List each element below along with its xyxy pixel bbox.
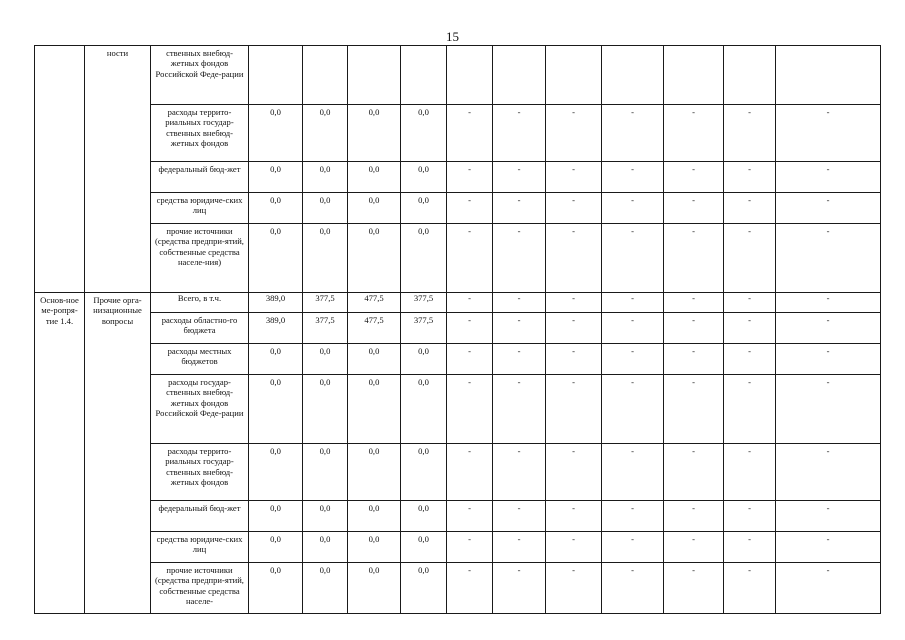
table-row [35,162,881,193]
measure-title-cell [35,46,85,293]
value-cell: - [724,193,776,224]
value-cell: - [724,105,776,162]
value-cell: - [724,444,776,501]
funding-source-cell: федеральный бюд-жет [151,501,249,532]
value-cell: - [493,563,546,614]
funding-source-cell: расходы террито-риальных государ-ственных внебюд-жетных фондов [151,105,249,162]
value-cell: - [447,501,493,532]
value-cell: - [776,313,881,344]
value-cell: - [493,444,546,501]
value-cell: - [664,501,724,532]
value-cell: - [602,313,664,344]
value-cell: 0,0 [303,105,348,162]
value-cell: - [602,501,664,532]
table-row [35,313,881,344]
value-cell: - [776,501,881,532]
value-cell: - [776,344,881,375]
table-row [35,444,881,501]
value-cell: - [664,105,724,162]
value-cell [724,46,776,105]
value-cell: - [493,293,546,313]
value-cell: - [602,532,664,563]
value-cell [249,46,303,105]
value-cell: - [602,193,664,224]
value-cell: 389,0 [249,293,303,313]
value-cell: - [447,162,493,193]
table-row [35,501,881,532]
value-cell: - [724,501,776,532]
value-cell: 0,0 [249,375,303,444]
funding-source-cell: ственных внебюд-жетных фондов Российской Феде-рации [151,46,249,105]
value-cell: 0,0 [401,224,447,293]
value-cell: 0,0 [348,224,401,293]
value-cell: - [602,344,664,375]
value-cell [602,46,664,105]
value-cell: 0,0 [303,444,348,501]
value-cell: - [664,344,724,375]
value-cell: - [493,375,546,444]
value-cell: - [447,375,493,444]
value-cell: - [664,444,724,501]
value-cell: - [447,344,493,375]
value-cell: 377,5 [303,293,348,313]
value-cell [447,46,493,105]
value-cell [493,46,546,105]
value-cell: - [776,224,881,293]
measure-title-cell: Основ-ное ме-ропря-тие 1.4. [35,293,85,614]
value-cell: 477,5 [348,313,401,344]
value-cell [546,46,602,105]
value-cell: - [724,344,776,375]
value-cell: - [724,224,776,293]
value-cell: - [546,344,602,375]
value-cell: - [546,293,602,313]
value-cell: 0,0 [249,563,303,614]
value-cell: 0,0 [348,563,401,614]
funding-source-cell: расходы областно-го бюджета [151,313,249,344]
value-cell: 0,0 [401,193,447,224]
value-cell: - [493,313,546,344]
value-cell [664,46,724,105]
value-cell: - [546,532,602,563]
value-cell: - [546,193,602,224]
value-cell: 0,0 [249,444,303,501]
value-cell: 0,0 [249,105,303,162]
value-cell: 0,0 [303,162,348,193]
value-cell: - [664,224,724,293]
value-cell: 0,0 [348,193,401,224]
value-cell: 0,0 [401,501,447,532]
value-cell [776,46,881,105]
table-row [35,532,881,563]
value-cell: - [493,162,546,193]
value-cell: 0,0 [303,193,348,224]
funding-source-cell: федеральный бюд-жет [151,162,249,193]
value-cell: - [664,375,724,444]
value-cell: - [602,162,664,193]
value-cell: 0,0 [249,344,303,375]
table-row [35,293,881,313]
value-cell: 0,0 [401,563,447,614]
value-cell: - [447,532,493,563]
value-cell: 0,0 [303,224,348,293]
table-row [35,344,881,375]
value-cell: - [776,444,881,501]
value-cell: 0,0 [249,224,303,293]
value-cell: 0,0 [303,501,348,532]
value-cell: 0,0 [348,162,401,193]
value-cell: - [664,313,724,344]
value-cell: - [493,193,546,224]
page-number: 15 [446,29,459,44]
value-cell: 0,0 [303,344,348,375]
value-cell: 377,5 [401,313,447,344]
value-cell: 0,0 [303,375,348,444]
value-cell: 0,0 [401,344,447,375]
value-cell: - [493,224,546,293]
value-cell: - [602,224,664,293]
value-cell: - [602,293,664,313]
value-cell: - [664,563,724,614]
value-cell: - [546,105,602,162]
value-cell: 0,0 [401,162,447,193]
value-cell: - [546,375,602,444]
value-cell: - [724,375,776,444]
value-cell: - [776,162,881,193]
value-cell: - [776,105,881,162]
value-cell: 0,0 [303,532,348,563]
value-cell: 0,0 [249,532,303,563]
value-cell: - [602,563,664,614]
value-cell: - [724,162,776,193]
value-cell: - [664,293,724,313]
funding-source-cell: расходы террито-риальных государ-ственных внебюд-жетных фондов [151,444,249,501]
funding-source-cell: прочие источники (средства предпри-ятий, собственные средства населе- [151,563,249,614]
value-cell: - [602,444,664,501]
funding-table [34,45,881,614]
value-cell: - [493,532,546,563]
value-cell: - [602,375,664,444]
value-cell: - [776,375,881,444]
funding-source-cell: средства юридиче-ских лиц [151,193,249,224]
value-cell: 0,0 [348,375,401,444]
value-cell: - [546,444,602,501]
funding-source-cell: Всего, в т.ч. [151,293,249,313]
value-cell: 0,0 [401,444,447,501]
value-cell: - [493,105,546,162]
value-cell: 0,0 [303,563,348,614]
value-cell: - [447,193,493,224]
value-cell: 0,0 [249,162,303,193]
funding-source-cell: средства юридиче-ских лиц [151,532,249,563]
value-cell: - [447,105,493,162]
measure-name-cell: ности [85,46,151,293]
value-cell: 389,0 [249,313,303,344]
value-cell: 0,0 [401,532,447,563]
value-cell: - [447,224,493,293]
table-row [35,563,881,614]
value-cell: - [447,563,493,614]
value-cell: - [724,532,776,563]
value-cell: 0,0 [348,105,401,162]
value-cell: - [546,224,602,293]
value-cell: - [546,162,602,193]
value-cell: - [447,313,493,344]
value-cell: - [447,444,493,501]
value-cell: - [493,501,546,532]
value-cell: 377,5 [303,313,348,344]
value-cell: - [546,501,602,532]
value-cell: - [493,344,546,375]
table-body [35,46,881,614]
value-cell [303,46,348,105]
value-cell: 0,0 [348,444,401,501]
value-cell: 377,5 [401,293,447,313]
funding-source-cell: расходы местных бюджетов [151,344,249,375]
value-cell: - [724,293,776,313]
value-cell: - [776,193,881,224]
value-cell: - [602,105,664,162]
value-cell: - [546,563,602,614]
funding-source-cell: прочие источники (средства предпри-ятий, собственные средства населе-ния) [151,224,249,293]
value-cell: 0,0 [348,344,401,375]
value-cell: 0,0 [401,105,447,162]
measure-name-cell: Прочие орга-низационные вопросы [85,293,151,614]
value-cell [401,46,447,105]
funding-source-cell: расходы государ-ственных внебюд-жетных фондов Российской Феде-рации [151,375,249,444]
table-row [35,224,881,293]
value-cell: 0,0 [249,501,303,532]
value-cell: 0,0 [348,501,401,532]
value-cell: - [776,532,881,563]
value-cell: - [447,293,493,313]
value-cell: - [776,563,881,614]
value-cell [348,46,401,105]
value-cell: - [664,193,724,224]
value-cell: - [664,162,724,193]
table-row [35,193,881,224]
table-row [35,375,881,444]
table-row [35,46,881,105]
value-cell: - [724,313,776,344]
value-cell: - [546,313,602,344]
value-cell: - [776,293,881,313]
value-cell: 477,5 [348,293,401,313]
value-cell: - [724,563,776,614]
value-cell: 0,0 [348,532,401,563]
value-cell: 0,0 [401,375,447,444]
value-cell: 0,0 [249,193,303,224]
value-cell: - [664,532,724,563]
table-row [35,105,881,162]
